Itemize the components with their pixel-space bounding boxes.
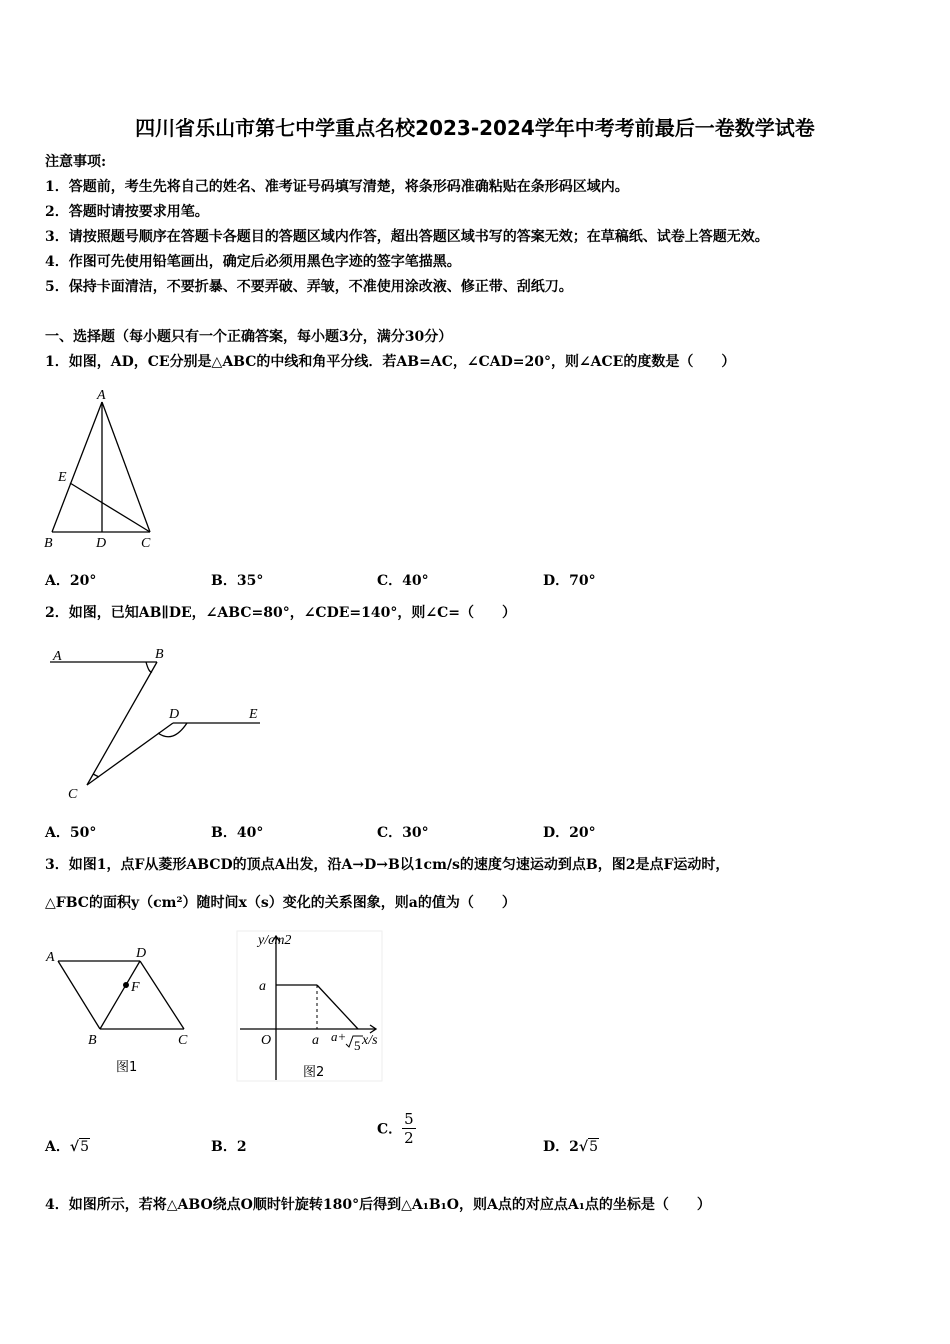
figure-label: C [68,787,78,802]
option-a: A．20° [45,573,97,589]
figure-label: B [44,536,53,551]
section-heading: 一、选择题（每小题只有一个正确答案，每小题3分，满分30分） [45,329,453,345]
question-4-text: 4．如图所示，若将△ABO绕点O顺时针旋转180°后得到△A₁B₁O，则A点的对应点A₁点的坐标是（ ） [45,1197,711,1213]
notice-heading: 注意事项: [45,154,107,170]
figure-label: D [96,536,107,551]
question-2-text: 2．如图，已知AB∥DE，∠ABC=80°，∠CDE=140°，则∠C=（ ） [45,605,516,621]
figure-caption: 图2 [303,1065,325,1080]
figure-label: a [312,1033,319,1048]
option-b: B．2 [211,1139,247,1155]
figure-label: 5 [354,1038,361,1053]
option-d: D．70° [543,573,596,589]
figure-label: E [249,707,258,722]
figure-label: A [53,649,62,664]
option-c: C．30° [377,825,429,841]
figure-label: D [169,707,180,722]
figure-label: a [259,979,266,994]
notice-item: 2．答题时请按要求用笔。 [45,204,209,220]
notice-item: 5．保持卡面清洁，不要折暴、不要弄破、弄皱，不准使用涂改液、修正带、刮纸刀。 [45,279,573,295]
figure-label: C [141,536,151,551]
figure-label: F [131,980,140,995]
figure-label: D [136,946,147,961]
option-c: C．40° [377,573,429,589]
figure-label: A [97,388,106,403]
option-b: B．40° [211,825,264,841]
question-3-figure-1 [40,940,200,1080]
page-title: 四川省乐山市第七中学重点名校2023-2024学年中考考前最后一卷数学试卷 [135,116,815,140]
figure-label: E [58,470,67,485]
figure-label: A [46,950,55,965]
notice-item: 1．答题前，考生先将自己的姓名、准考证号码填写清楚，将条形码准确粘贴在条形码区域内。 [45,179,629,195]
question-3-figure-2 [236,930,386,1085]
figure-label: C [178,1033,188,1048]
question-2-figure [45,640,270,810]
figure-label: O [261,1033,272,1048]
option-d: D．2√5 [543,1139,599,1155]
figure-caption: 图1 [116,1060,138,1075]
question-1-text: 1．如图，AD，CE分别是△ABC的中线和角平分线．若AB=AC，∠CAD=20°，则∠ACE的度数是（ ） [45,354,736,370]
figure-label: a+ [331,1029,347,1044]
notice-item: 4．作图可先使用铅笔画出，确定后必须用黑色字迹的签字笔描黑。 [45,254,461,270]
figure-label: B [88,1033,97,1048]
question-1-figure [40,385,170,555]
figure-label: B [155,647,164,662]
notice-item: 3．请按照题号顺序在答题卡各题目的答题区域内作答，超出答题区域书写的答案无效；在草稿纸、试卷上答题无效。 [45,229,769,245]
axis-label: x/s [362,1033,378,1048]
option-d: D．20° [543,825,596,841]
option-a: A．50° [45,825,97,841]
option-a: A．√5 [45,1139,89,1155]
point-f [123,982,129,988]
axis-label: y/cm2 [258,933,292,948]
question-3-text: △FBC的面积y（cm²）随时间x（s）变化的关系图象，则a的值为（ ） [45,895,516,911]
question-3-text: 3．如图1，点F从菱形ABCD的顶点A出发，沿A→D→B以1cm/s的速度匀速运动到点B，图2是点F运动时， [45,857,730,873]
option-b: B．35° [211,573,264,589]
option-c: C． $\frac{5}{2}$ [377,1110,414,1147]
